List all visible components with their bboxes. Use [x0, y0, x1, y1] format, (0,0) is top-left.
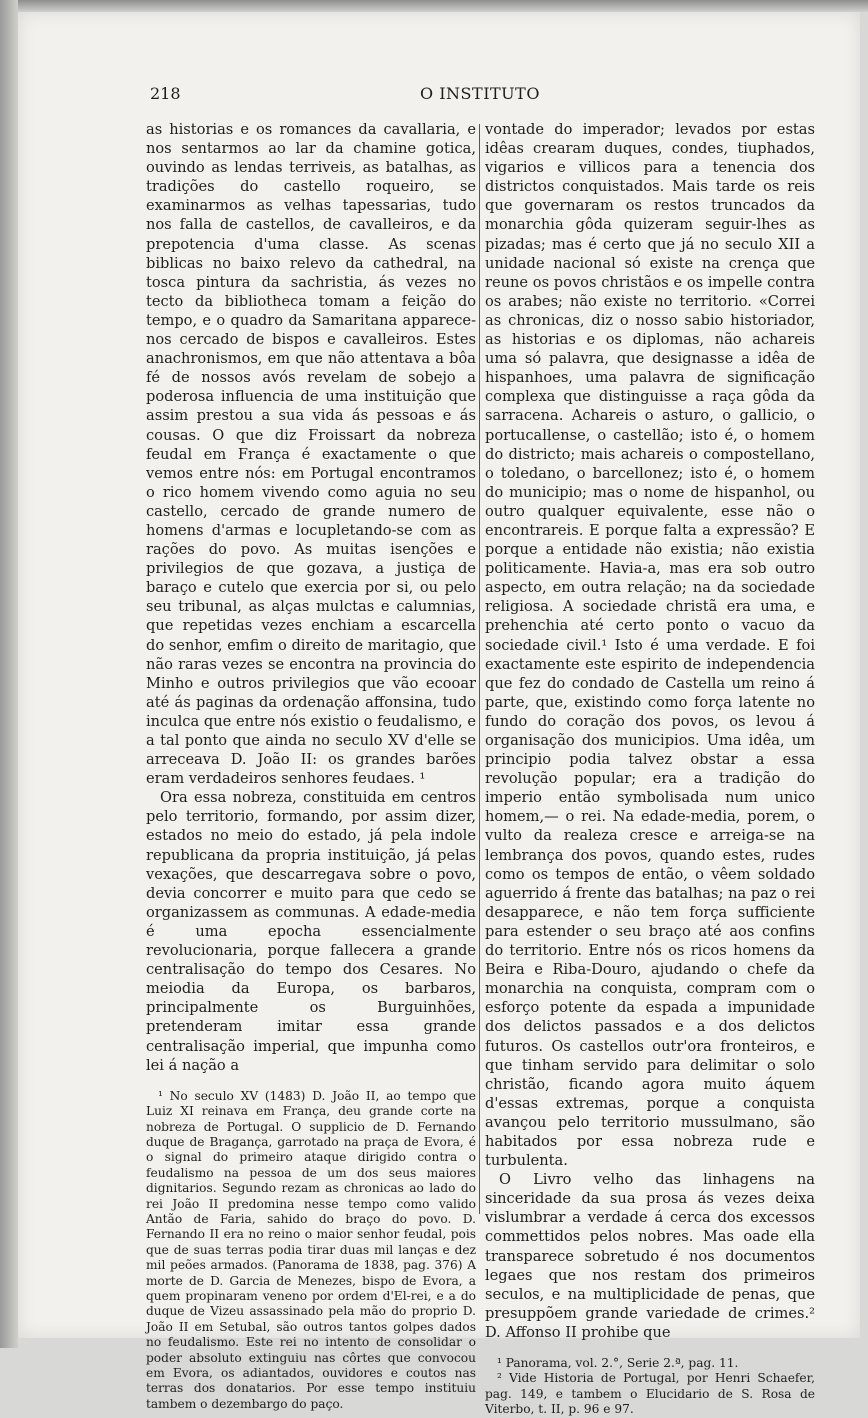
footnotes-right [485, 1356, 815, 1418]
body-paragraph: Ora essa nobreza, constituida em centros pelo territorio, formando, por assim dizer, estados no meio do estado, já pela indole republicana da propria instituição, já pelas vexações, que descarregava sobre o povo, devia concorrer e muito para que cedo se organizassem as communas. A edade-media é uma epocha essencialmente revolucionaria, porque fallecera a grande centralisação do tempo dos Cesares. No meiodia da Europa, os barbaros, principalmente os Burguinhões, pretenderam imitar essa grande centralisação imperial, que impunha como lei á nação a [146, 789, 476, 1074]
running-title: O INSTITUTO [420, 84, 540, 103]
footnote: ¹ Panorama, vol. 2.°, Serie 2.ª, pag. 11. [497, 1356, 739, 1370]
footnote: ¹ No seculo XV (1483) D. João II, ao tempo que Luiz XI reinava em França, deu grande corte na nobreza de Portugal. O supplicio de D. Fernando duque de Bragança, garrotado na praça de Evora, é o signal do primeiro ataque dirigido contra o feudalismo na pessoa de um dos seus maiores dignitarios. Segundo rezam as chronicas ao lado do rei João II predomina nesse tempo como valido Antão de Faria, sahido do braço do povo. D. Fernando II era no reino o maior senhor feudal, pois que de suas terras podia tirar duas mil lanças e dez mil peões armados. (Panorama de 1838, pag. 376) A morte de D. Garcia de Menezes, bispo de Evora, a quem propinaram veneno por ordem d'El-rei, e a do duque de Vizeu assassinado pela mão do proprio D. João II em Setubal, são outros tantos golpes dados no feudalismo. Este rei no intento de consolidar o poder absoluto extinguiu nas côrtes que convocou em Evora, os adiantados, ouvidores e coutos nas terras dos donatarios. Por esse tempo instituiu tambem o dezembargo do paço. [146, 1088, 476, 1411]
column-divider [479, 124, 480, 1214]
page-number: 218 [150, 84, 181, 103]
body-paragraph: O Livro velho das linhagens na sinceridade da sua prosa ás vezes deixa vislumbrar a verdade á cerca dos excessos commettidos pelos nobres. Mas oade ella transparece sobretudo é nos documentos legaes que nos restam dos primeiros seculos, e na multiplicidade de penas, que presuppõem grande variedade de crimes.² D. Affonso II prohibe que [485, 1171, 815, 1341]
footnotes-left [146, 1089, 476, 1413]
body-paragraph: as historias e os romances da cavallaria, e nos sentarmos ao lar da chamine gotica, ouvindo as lendas terriveis, as batalhas, as tradições do castello roqueiro, se examinarmos as velhas tapessarias, tudo nos falla de castellos, de cavalleiros, e da prepotencia d'uma classe. As scenas biblicas no baixo relevo da cathedral, na tosca pintura da sachristia, ás vezes no tecto da bibliotheca tomam a feição do tempo, e o quadro da Samaritana apparece-nos cercado de bispos e cavalleiros. Estes anachronismos, em que não attentava a bôa fé de nossos avós revelam de sobejo a poderosa influencia de uma instituição que assim prestou a sua vida ás pessoas e ás cousas. O que diz Froissart da nobreza feudal em França é exactamente o que vemos entre nós: em Portugal encontramos o rico homem vivendo como aguia no seu castello, cercado de grande numero de homens d'armas e locupletando-se com as rações do povo. As muitas isenções e privilegios de que gozava, a justiça de baraço e cutelo que exercia por si, ou pelo seu tribunal, as alças mulctas e calumnias, que repetidas vezes enchiam a escarcella do senhor, emfim o direito de maritagio, que não raras vezes se encontra na provincia do Minho e outros privilegios que vão ecooar até ás paginas da ordenação affonsina, tudo inculca que entre nós existio o feudalismo, e a tal ponto que ainda no seculo XV d'elle se arreceava D. João II: os grandes barões eram verdadeiros senhores feudaes. ¹ [146, 121, 476, 788]
left-column [146, 120, 476, 1412]
scan-edge-left [0, 0, 18, 1348]
scan-edge-top [0, 0, 868, 12]
right-column [485, 120, 815, 1418]
body-paragraph: vontade do imperador; levados por estas idêas crearam duques, condes, tiuphados, vigarios e villicos para a tenencia dos districtos conquistados. Mais tarde os reis que governaram os restos truncados da monarchia gôda quizeram seguir-lhes as pizadas; mas é certo que já no seculo XII a unidade nacional só existe na crença que reune os povos christãos e os impelle contra os arabes; não existe no territorio. «Correi as chronicas, diz o nosso sabio historiador, as historias e os diplomas, não achareis uma só palavra, que designasse a idêa de hispanhoes, uma palavra de significação complexa que distinguisse a raça gôda da sarracena. Achareis o asturo, o gallicio, o portucallense, o castellão; isto é, o homem do districto; mais achareis o compostellano, o toledano, o barcellonez; isto é, o homem do municipio; mas o nome de hispanhol, ou outro qualquer equivalente, esse não o encontrareis. E porque falta a expressão? E porque a entidade não existia; não existia politicamente. Havia-a, mas era sob outro aspecto, em outra relação; na da sociedade religiosa. A sociedade christã era uma, e prehenchia até certo ponto o vacuo da sociedade civil.¹ Isto é uma verdade. E foi exactamente este espirito de independencia que fez do condado de Castella um reino á parte, que, existindo como força latente no fundo do coração dos povos, os levou á organisação dos municipios. Uma idêa, um principio podia talvez obstar a essa revolução popular; era a tradição do imperio então symbolisada num unico homem,— o rei. Na edade-media, porem, o vulto da realeza cresce e arreiga-se na lembrança dos povos, quando estes, rudes como os tempos de então, o vêem soldado aguerrido á frente das batalhas; na paz o rei desapparece, e não tem força sufficiente para estender o seu braço até aos confins do territorio. Entre nós os ricos homens da Beira e Riba-Douro, ajudando o chefe da monarchia na conquista, compram com o esforço potente da espada a impunidade dos delictos passados e a dos delictos futuros. Os castellos outr'ora fronteiros, e que tinham servido para delimitar o solo christão, ficando agora muito áquem d'essas extremas, porque a conquista avançou pelo territorio mussulmano, são habitados por essa nobreza rude e turbulenta. [485, 121, 815, 1170]
page-header [150, 84, 810, 108]
footnote: ² Vide Historia de Portugal, por Henri Schaefer, pag. 149, e tambem o Elucidario de S. Rosa de Viterbo, t. II, p. 96 e 97. [485, 1371, 815, 1417]
